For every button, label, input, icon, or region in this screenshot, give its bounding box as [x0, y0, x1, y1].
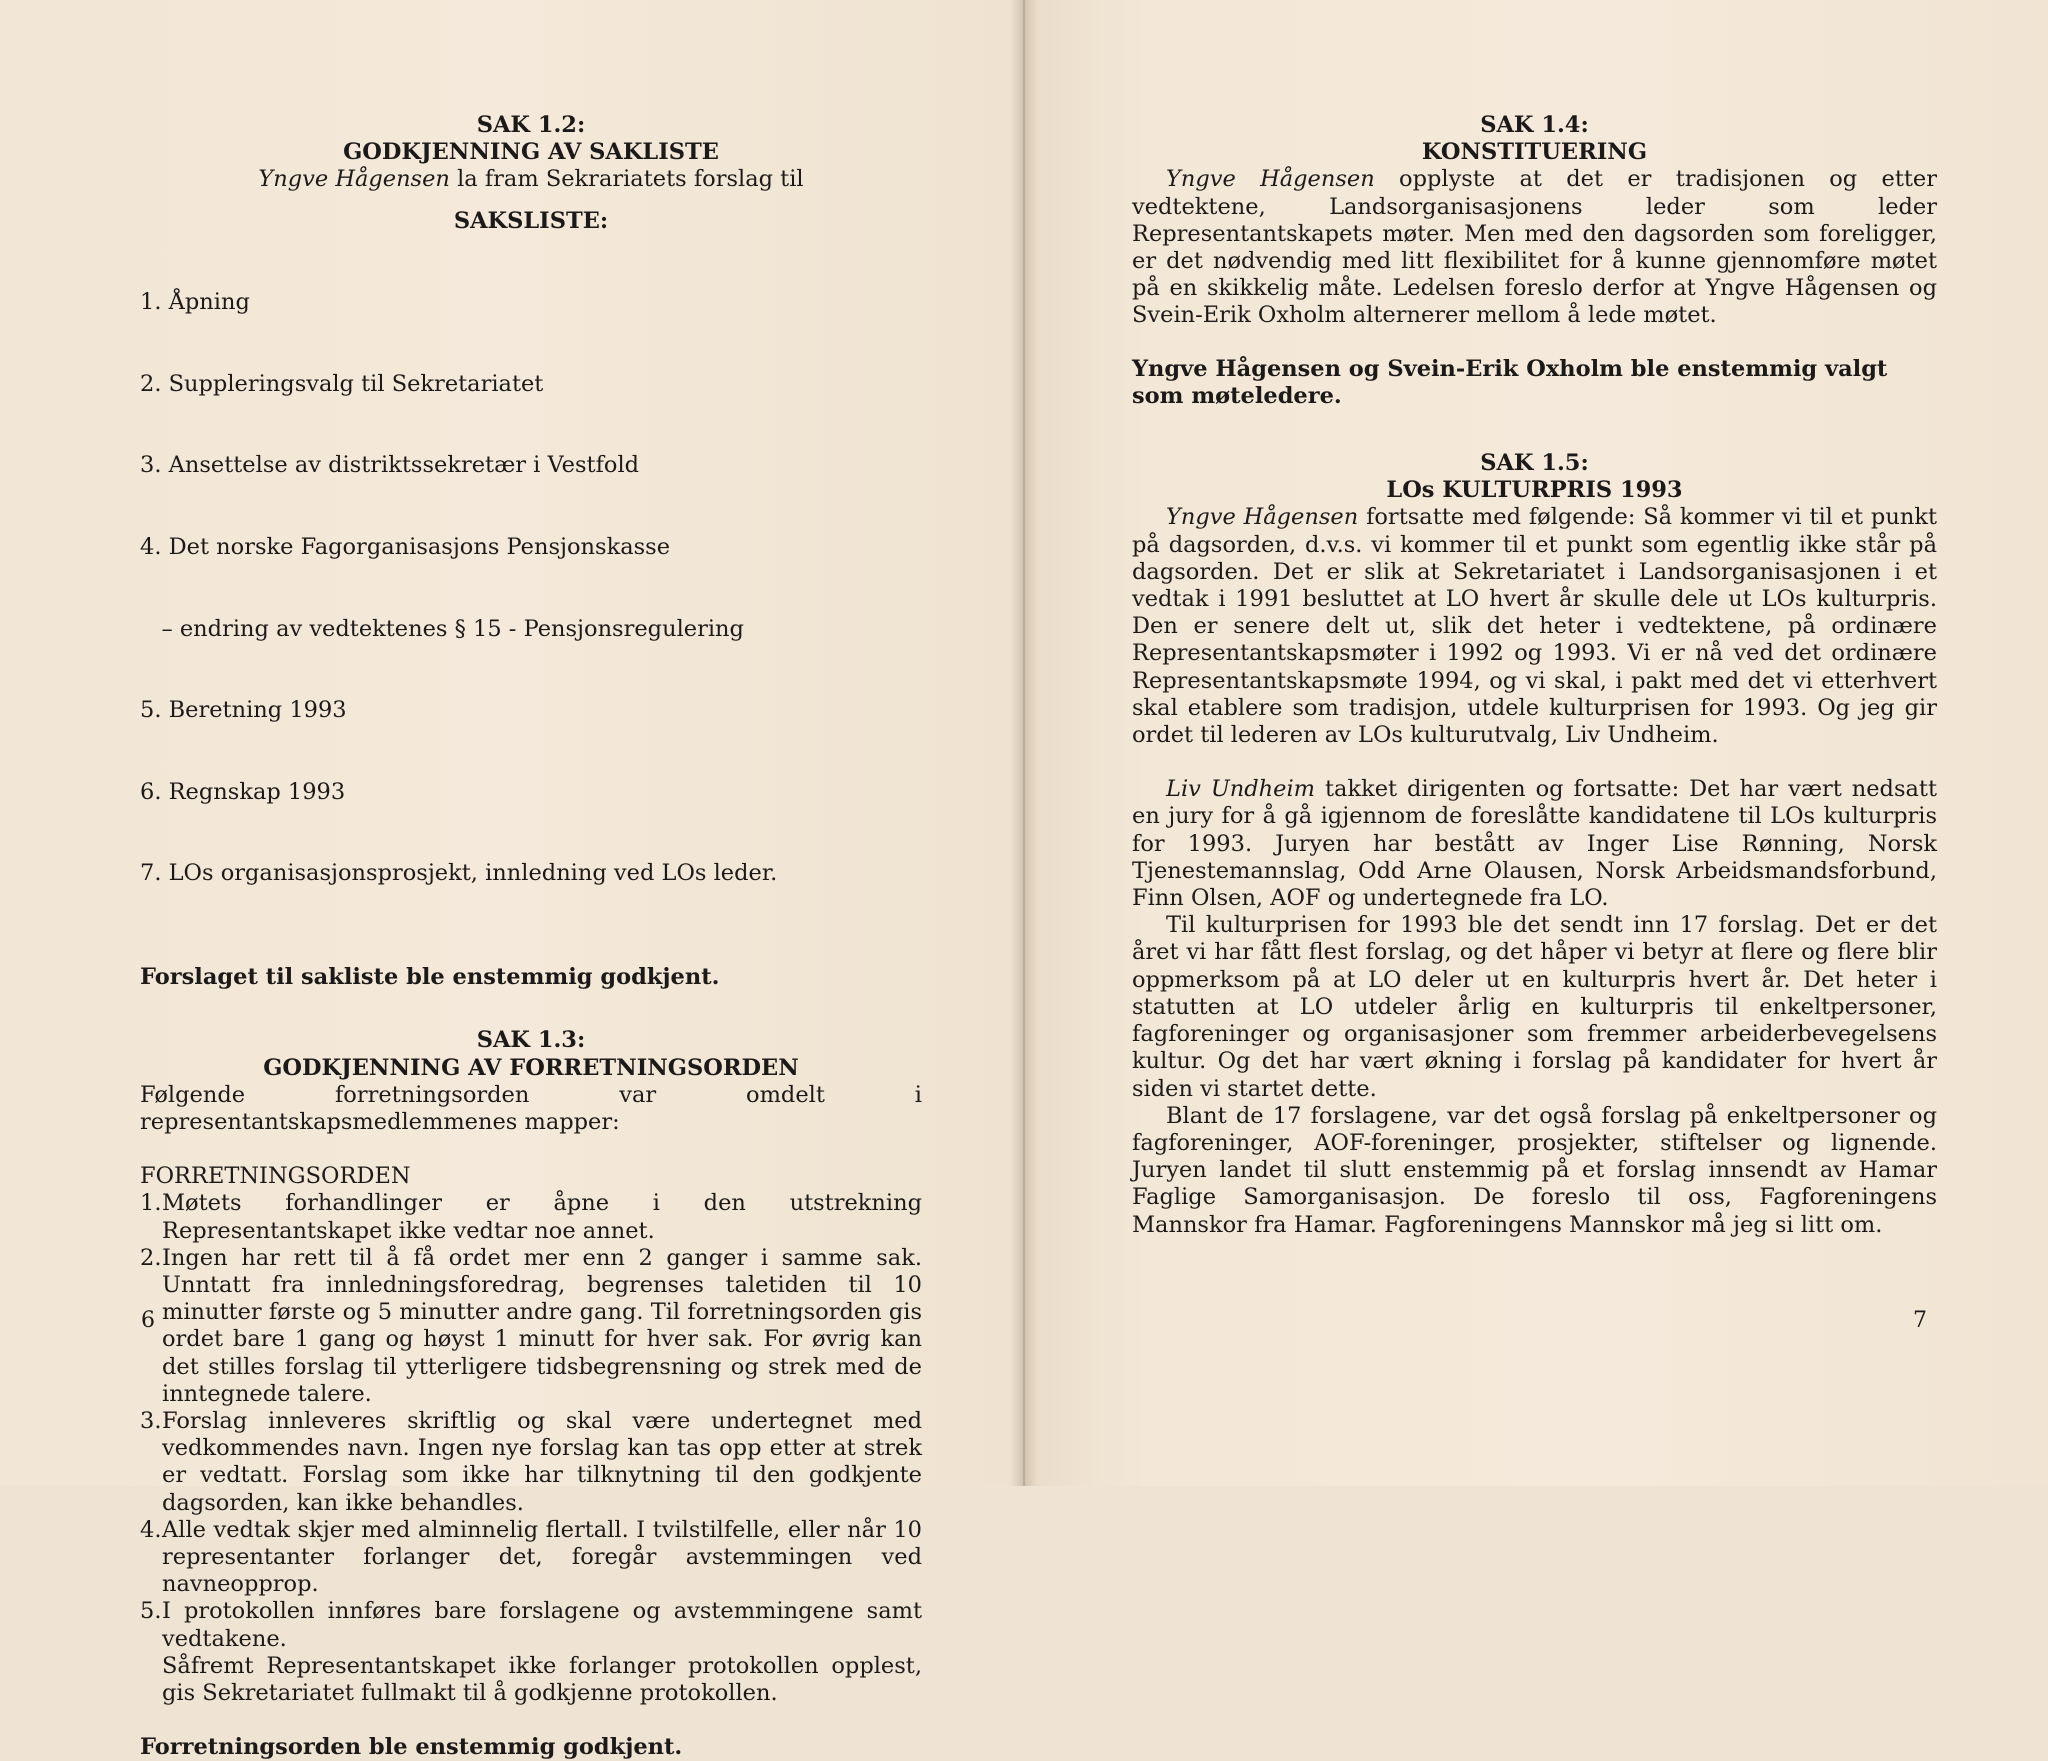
- sak-1-5-section: [1132, 450, 1937, 1239]
- sak-1-3-title: GODKJENNING AV FORRETNINGSORDEN: [263, 1054, 799, 1081]
- saksliste-item: 1. Åpning: [140, 289, 250, 316]
- sak-1-4-conclusion: Yngve Hågensen og Svein-Erik Oxholm ble enstemmig valgt som møteledere.: [1132, 355, 1888, 409]
- sak-1-4-paragraph: [1132, 166, 1937, 329]
- item-number: 4.: [140, 1516, 162, 1543]
- saksliste-item: 5. Beretning 1993: [140, 697, 347, 724]
- saksliste-item: 7. LOs organisasjonsprosjekt, innledning ved LOs leder.: [140, 860, 778, 887]
- saksliste-title: SAKSLISTE:: [453, 207, 609, 234]
- saksliste-item: 6. Regnskap 1993: [140, 778, 346, 805]
- item-text: I protokollen innføres bare forslagene og avstemmingene samt vedtakene.: [162, 1598, 922, 1652]
- forretningsorden-item: [140, 1245, 922, 1408]
- saksliste-item: 2. Suppleringsvalg til Sekretariatet: [140, 370, 544, 397]
- sak-1-4-number: SAK 1.4:: [1480, 112, 1589, 138]
- item-text: Forslag innleveres skriftlig og skal være undertegnet med vedkommendes navn. Ingen nye forslag kan tas opp etter at strek er vedtatt. Forslag som ikke har tilknytning til den godkjente dagsorden, kan ikke behandles.: [162, 1407, 922, 1516]
- saksliste: [140, 235, 922, 942]
- item-text: Alle vedtak skjer med alminnelig flertall. I tvilstilfelle, eller når 10 representanter forlanger det, foregår avstemmingen ved navneopprop.: [162, 1516, 922, 1598]
- sak-1-3-conclusion: Forretningsorden ble enstemmig godkjent.: [140, 1734, 683, 1761]
- sak-1-5-number: SAK 1.5:: [1480, 450, 1589, 477]
- sak-1-3-extra: Såfremt Representantskapet ikke forlanger protokollen opplest, gis Sekretariatet fullmakt til å godkjenne protokollen.: [162, 1652, 922, 1706]
- sak-1-5-paragraph-3: Til kulturprisen for 1993 ble det sendt inn 17 forslag. Det er det året vi har fått flest forslag, og det håper vi betyr at flere og flere blir oppmerksom på at LO deler ut en kulturpris hvert år. Det heter i statutten at LO utdeler årlig en kulturpris til enkeltpersoner, fagforeninger og organisasjoner som fremmer arbeiderbevegelsens kultur. Og det har vært økning i forslag på kandidater for hvert år siden vi startet dette.: [1132, 912, 1937, 1102]
- item-number: 2.: [140, 1244, 162, 1271]
- item-number: 1.: [140, 1190, 162, 1217]
- sak-1-3-section: [140, 1027, 922, 1761]
- saksliste-item: 4. Det norske Fagorganisasjons Pensjonskasse: [140, 534, 671, 561]
- speaker-name: Yngve Hågensen: [258, 166, 450, 193]
- paragraph-text: opplyste at det er tradisjonen og etter vedtektene, Landsorganisasjonens leder som leder Representantskapets møter. Men med den dagsorden som foreligger, er det nødvendig med litt flexibilitet for å kunne gjennomføre møtet på en skikkelig måte. Ledelsen foreslo derfor at Yngve Hågensen og Svein-Erik Oxholm alternerer mellom å lede møtet.: [1132, 166, 1937, 329]
- sak-1-5-title: LOs KULTURPRIS 1993: [1386, 477, 1683, 504]
- saksliste-item: – endring av vedtektenes § 15 - Pensjonsregulering: [140, 615, 744, 642]
- forretningsorden-item: [140, 1598, 922, 1652]
- speaker-name: Yngve Hågensen: [1166, 504, 1359, 531]
- paragraph-text: takket dirigenten og fortsatte: Det har vært nedsatt en jury for å gå igjennom de foreslåtte kandidatene til LOs kulturpris for 1993. Juryen har bestått av Inger Lise Rønning, Norsk Tjenestemannslag, Odd Arne Olausen, Norsk Arbeidsmandsforbund, Finn Olsen, AOF og undertegnede fra LO.: [1132, 776, 1937, 912]
- intro-text: la fram Sekrariatets forslag til: [449, 166, 804, 193]
- sak-1-2-number: SAK 1.2:: [476, 112, 586, 138]
- item-number: 3.: [140, 1407, 162, 1434]
- speaker-name: Liv Undheim: [1166, 776, 1316, 803]
- paragraph-text: fortsatte med følgende: Så kommer vi til et punkt på dagsorden, d.v.s. vi kommer til et punkt som egentlig ikke står på dagsorden. Det er slik at Sekretariatet i Landsorganisasjonen i et vedtak i 1991 besluttet at LO hvert år skulle dele ut LOs kulturpris. Den er senere delt ut, slik det heter i vedtektene, på ordinære Representantskapsmøter i 1992 og 1993. Vi er nå ved det ordinære Representantskapsmøte 1994, og vi skal, i pakt med det vi etterhvert skal etablere som tradisjon, utdele kulturprisen for 1993. Og jeg gir ordet til lederen av LOs kulturutvalg, Liv Undheim.: [1132, 504, 1937, 749]
- page-number: 6: [141, 1308, 155, 1333]
- saksliste-item: 3. Ansettelse av distriktssekretær i Vestfold: [140, 452, 640, 479]
- sak-1-2-title: GODKJENNING AV SAKLISTE: [343, 139, 719, 166]
- sak-1-5-paragraph-4: Blant de 17 forslagene, var det også forslag på enkeltpersoner og fagforeninger, AOF-foreninger, prosjekter, stiftelser og lignende. Juryen landet til slutt enstemmig på et forslag innsendt av Hamar Faglige Samorganisasjon. De foreslo til oss, Fagforeningens Mannskor fra Hamar. Fagforeningens Mannskor må jeg si litt om.: [1132, 1102, 1937, 1238]
- speaker-name: Yngve Hågensen: [1166, 166, 1375, 193]
- forretningsorden-item: [140, 1190, 922, 1244]
- forretningsorden-title: FORRETNINGSORDEN: [140, 1163, 411, 1190]
- sak-1-4-section: [1132, 112, 1937, 410]
- item-text: Ingen har rett til å få ordet mer enn 2 ganger i samme sak. Unntatt fra innledningsforedrag, begrenses taletiden til 10 minutter første og 5 minutter andre gang. Til forretningsorden gis ordet bare 1 gang og høyst 1 minutt for hver sak. For øvrig kan det stilles forslag til ytterligere tidsbegrensning og strek med de inntegnede talere.: [162, 1244, 922, 1407]
- sak-1-5-paragraph-1: [1132, 504, 1937, 749]
- sak-1-3-intro: Følgende forretningsorden var omdelt i representantskapsmedlemmenes mapper:: [140, 1081, 922, 1135]
- sak-1-3-number: SAK 1.3:: [476, 1027, 586, 1054]
- item-number: 5.: [140, 1598, 162, 1625]
- sak-1-2-intro: [140, 166, 922, 193]
- sak-1-5-paragraph-2: [1132, 776, 1937, 912]
- item-text: Møtets forhandlinger er åpne i den utstrekning Representantskapet ikke vedtar noe annet.: [162, 1190, 922, 1244]
- left-column: [140, 112, 922, 1761]
- book-gutter: [1010, 0, 1038, 1486]
- forretningsorden-item: [140, 1517, 922, 1599]
- right-column: [1132, 112, 1937, 1239]
- sak-1-4-title: KONSTITUERING: [1421, 139, 1648, 166]
- sak-1-2-conclusion: Forslaget til sakliste ble enstemmig godkjent.: [140, 964, 720, 991]
- page-number: 7: [1913, 1308, 1927, 1333]
- right-page: [1024, 0, 2048, 1486]
- forretningsorden-list: [140, 1190, 922, 1652]
- sak-1-2-section: [140, 112, 922, 991]
- forretningsorden-item: [140, 1408, 922, 1517]
